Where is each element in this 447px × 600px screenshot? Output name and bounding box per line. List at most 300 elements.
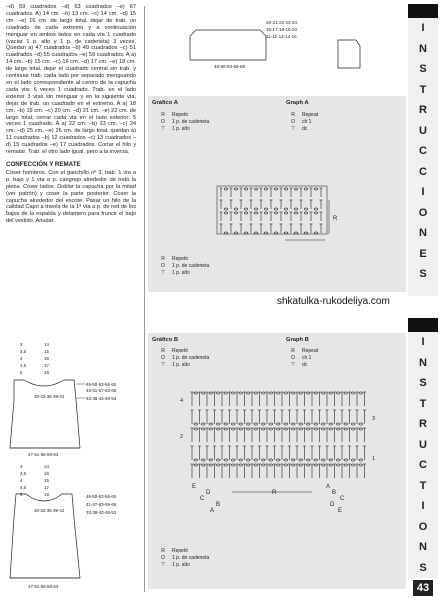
size-letter: D: [330, 502, 335, 508]
chain-stitch: [194, 459, 198, 461]
chain-stitch: [246, 423, 250, 425]
chain-stitch: [284, 464, 288, 466]
chain-stitch: [244, 208, 248, 210]
chain-stitch: [261, 459, 265, 461]
chain-stitch: [336, 423, 340, 425]
chain-stitch: [224, 428, 228, 430]
legend-label: Repetir: [172, 348, 189, 354]
size-letter: C: [200, 496, 205, 502]
chain-stitch: [344, 423, 348, 425]
chain-symbol: O: [161, 355, 165, 361]
chain-stitch: [344, 459, 348, 461]
chain-stitch: [351, 428, 355, 430]
graph-b-size-letters: [180, 480, 380, 520]
graph-b-legend-es: [160, 348, 209, 369]
dress1-label-mid: 33-38-43-48-53: [86, 396, 117, 401]
chain-symbol: O: [291, 119, 295, 125]
chain-stitch: [254, 188, 258, 190]
chain-stitch: [209, 392, 213, 394]
chain-stitch: [359, 392, 363, 394]
graph-b-legend-en: [290, 348, 318, 369]
chain-stitch: [274, 188, 278, 190]
legend-row: [160, 548, 209, 554]
chain-stitch: [321, 464, 325, 466]
graph-b-row-number: 3: [372, 416, 376, 422]
chain-stitch: [336, 459, 340, 461]
chain-stitch: [201, 459, 205, 461]
dress1-label-bottom: 47-51-55-59-63: [28, 452, 59, 457]
chain-stitch: [284, 188, 288, 190]
dc-symbol: ⊤: [160, 126, 166, 132]
chain-stitch: [336, 464, 340, 466]
repeat-symbol: R: [161, 348, 165, 354]
band-letter: C: [419, 459, 427, 471]
chain-symbol: O: [161, 263, 165, 269]
legend-row: [290, 126, 318, 132]
dress1-label-top2: 45-51-57-63-69: [86, 388, 117, 393]
chain-stitch: [304, 212, 308, 214]
chain-stitch: [244, 212, 248, 214]
dress2-left-number: 5: [20, 492, 23, 497]
chain-stitch: [254, 208, 258, 210]
chain-stitch: [329, 423, 333, 425]
chain-stitch: [254, 392, 258, 394]
chain-stitch: [306, 464, 310, 466]
band-letter: N: [419, 541, 427, 553]
band-letter: T: [419, 397, 427, 410]
band-letter: T: [419, 83, 427, 96]
legend-row: [290, 355, 318, 361]
band-letter: R: [419, 104, 427, 116]
chain-stitch: [244, 188, 248, 190]
chain-stitch: [314, 464, 318, 466]
instructions-band-es: [408, 18, 438, 296]
chain-stitch: [351, 392, 355, 394]
chain-stitch: [344, 428, 348, 430]
chain-stitch: [304, 188, 308, 190]
graph-a-repeat-label: R: [333, 216, 338, 222]
dress2-left-number: 4: [20, 478, 23, 483]
chain-stitch: [234, 188, 238, 190]
chain-stitch: [209, 428, 213, 430]
chain-stitch: [239, 392, 243, 394]
legend-row: [160, 362, 209, 368]
chain-stitch: [261, 423, 265, 425]
chain-stitch: [224, 208, 228, 210]
legend-row: [160, 263, 209, 269]
chain-stitch: [269, 392, 273, 394]
chain-stitch: [216, 392, 220, 394]
dress2-label-top: 46-50-53-56-60: [86, 494, 117, 499]
chain-stitch: [284, 459, 288, 461]
legend-row: [290, 119, 318, 125]
chain-stitch: [291, 459, 295, 461]
chain-stitch: [194, 428, 198, 430]
legend-label: dc: [302, 126, 308, 132]
legend-row: [160, 562, 209, 568]
band-letter: N: [419, 227, 427, 239]
chain-stitch: [246, 392, 250, 394]
chain-stitch: [239, 428, 243, 430]
chain-stitch: [216, 464, 220, 466]
dress1-right-number: 14: [44, 342, 49, 347]
dress2-right-number: 14: [44, 464, 49, 469]
chain-stitch: [201, 423, 205, 425]
chain-stitch: [294, 212, 298, 214]
chain-stitch: [314, 423, 318, 425]
chain-stitch: [359, 423, 363, 425]
chain-stitch: [359, 459, 363, 461]
chain-symbol: O: [291, 355, 295, 361]
dc-symbol: ⊤: [160, 562, 166, 568]
legend-label: Repetir: [172, 548, 189, 554]
chain-stitch: [194, 423, 198, 425]
chain-stitch: [294, 208, 298, 210]
hood-top-number: 11-12-13-14-15: [266, 34, 297, 39]
band-letter: S: [419, 377, 427, 389]
chain-stitch: [194, 392, 198, 394]
dress2-label-top2: 41-47-53-59-65: [86, 502, 117, 507]
band-letter: N: [419, 356, 427, 369]
chain-stitch: [336, 392, 340, 394]
chain-stitch: [351, 464, 355, 466]
chain-stitch: [209, 464, 213, 466]
chain-stitch: [329, 428, 333, 430]
chain-stitch: [234, 212, 238, 214]
hood-top-number: 20-21-22-23-24: [266, 20, 298, 25]
chain-stitch: [216, 428, 220, 430]
band-letter: O: [418, 206, 428, 219]
dress1-right-number: 18: [44, 370, 49, 375]
dress2-left-number: 3: [20, 464, 23, 469]
chain-stitch: [344, 392, 348, 394]
dress1-right-number: 17: [44, 363, 49, 368]
chain-stitch: [216, 459, 220, 461]
chain-stitch: [269, 464, 273, 466]
chain-stitch: [306, 392, 310, 394]
band-letter: S: [419, 63, 427, 75]
legend-label: Repetir: [172, 256, 189, 262]
band-letter: C: [419, 165, 427, 178]
size-letter: D: [206, 490, 211, 496]
graph-b-legend-bottom: [160, 548, 209, 569]
dress1-left-number: 4: [20, 356, 23, 361]
chain-stitch: [276, 423, 280, 425]
graph-a-legend-es: [160, 112, 209, 133]
chain-stitch: [224, 392, 228, 394]
chain-stitch: [329, 392, 333, 394]
band-letter: E: [419, 247, 427, 260]
chain-stitch: [351, 423, 355, 425]
dress2-right-number: 17: [44, 485, 49, 490]
chain-stitch: [329, 459, 333, 461]
instructions-band-en: [408, 332, 438, 578]
chain-stitch: [314, 188, 318, 190]
chain-stitch: [276, 392, 280, 394]
band-letter: T: [419, 479, 427, 492]
legend-row: [290, 362, 318, 368]
chain-stitch: [291, 423, 295, 425]
chain-stitch: [224, 464, 228, 466]
chain-stitch: [314, 208, 318, 210]
legend-row: [160, 256, 209, 262]
legend-label: Repeat: [302, 348, 319, 354]
chain-stitch: [224, 188, 228, 190]
hood-schematic: [178, 18, 378, 74]
repeat-symbol: R: [161, 256, 165, 262]
size-letter: A: [326, 484, 331, 490]
dress2-right-number: 16: [44, 478, 49, 483]
chain-stitch: [314, 428, 318, 430]
section-tab-top: [408, 4, 438, 18]
page-number: 43: [413, 580, 433, 596]
legend-row: [160, 270, 209, 276]
chain-stitch: [246, 459, 250, 461]
band-letter: I: [421, 186, 425, 198]
chain-stitch: [239, 459, 243, 461]
section-title-assembly: CONFECCIÓN Y REMATE: [6, 160, 81, 168]
dc-symbol: ⊤: [160, 362, 166, 368]
dress1-right-number: 16: [44, 356, 49, 361]
dc-symbol: ⊤: [290, 362, 296, 368]
chain-stitch: [201, 428, 205, 430]
band-letter: U: [419, 438, 427, 451]
legend-label: 1 p. alto: [172, 362, 190, 368]
chain-symbol: O: [161, 119, 165, 125]
chain-stitch: [269, 459, 273, 461]
chain-stitch: [344, 464, 348, 466]
band-letter: I: [421, 336, 425, 348]
chain-stitch: [264, 208, 268, 210]
legend-label: 1 p. de cadeneta: [172, 355, 210, 361]
column-divider: [144, 6, 145, 592]
chain-stitch: [231, 423, 235, 425]
chain-stitch: [254, 423, 258, 425]
size-letter: E: [338, 508, 343, 514]
chain-stitch: [209, 423, 213, 425]
chain-stitch: [291, 428, 295, 430]
chain-stitch: [246, 464, 250, 466]
size-letter: B: [332, 490, 337, 496]
graph-a-stitch-chart: [205, 180, 355, 260]
instructions-paragraph-2: Coser hombros. Con el ganchillo nº 3, trab. 1 vta a p. bajo y 1 vta a p. cangrejo alrededor de toda la pieza. Coser lados. Doblar la capucha por la mitad (ver patrón) y coser la parte posterior. Coser la capucha alrededor del escote. Pasar un hilo de la calidad Capri a través de la 1ª vta a p. de red de los bajos de la espalda y delantero para fruncir el bajo del vestido. Anudar.: [6, 169, 136, 225]
legend-label: ch 1: [302, 355, 312, 361]
chain-stitch: [284, 423, 288, 425]
band-letter: S: [419, 268, 427, 280]
legend-row: [160, 555, 209, 561]
chain-stitch: [306, 423, 310, 425]
graph-b-title-es: Gráfico B: [152, 337, 179, 343]
legend-label: 1 p. de cadeneta: [172, 263, 210, 269]
chain-stitch: [246, 428, 250, 430]
size-letter: B: [216, 502, 221, 508]
watermark-url: shkatulka-rukodeliya.com: [277, 296, 390, 307]
graph-a-title-es: Gráfico A: [152, 100, 178, 106]
band-letter: S: [419, 561, 427, 574]
chain-stitch: [224, 423, 228, 425]
chain-stitch: [314, 212, 318, 214]
legend-label: Repetir: [172, 112, 189, 118]
chain-stitch: [261, 428, 265, 430]
chain-stitch: [276, 428, 280, 430]
dress2-left-number: 3,5: [20, 471, 27, 476]
chain-stitch: [299, 464, 303, 466]
band-letter: I: [421, 500, 425, 512]
graph-b-row-number: 4: [180, 398, 184, 404]
chain-stitch: [284, 212, 288, 214]
legend-row: [290, 348, 318, 354]
chain-stitch: [314, 459, 318, 461]
dress-schematic-2: [6, 462, 144, 594]
chain-stitch: [194, 464, 198, 466]
hood-bottom-numbers: 48-50-53-56-59: [214, 64, 246, 69]
legend-label: 1 p. alto: [172, 562, 190, 568]
chain-stitch: [239, 423, 243, 425]
chain-stitch: [321, 428, 325, 430]
dress1-left-number: 3: [20, 342, 23, 347]
section-tab-bottom: [408, 318, 438, 332]
instructions-column: [6, 4, 136, 225]
legend-row: [160, 112, 209, 118]
band-letter: R: [419, 418, 427, 430]
dress1-left-number: 4,5: [20, 363, 27, 368]
dress2-right-number: 15: [44, 471, 49, 476]
chain-stitch: [209, 459, 213, 461]
chain-stitch: [254, 464, 258, 466]
band-letter: C: [419, 145, 427, 157]
repeat-symbol: R: [291, 348, 295, 354]
chain-stitch: [284, 428, 288, 430]
chain-stitch: [261, 392, 265, 394]
dc-symbol: ⊤: [160, 270, 166, 276]
chain-stitch: [231, 428, 235, 430]
chain-stitch: [276, 464, 280, 466]
dress-schematic-1: [6, 340, 144, 458]
chain-stitch: [254, 212, 258, 214]
chain-stitch: [274, 212, 278, 214]
chain-stitch: [336, 428, 340, 430]
chain-stitch: [291, 392, 295, 394]
chain-stitch: [269, 423, 273, 425]
chain-stitch: [274, 208, 278, 210]
legend-label: Repeat: [302, 112, 319, 118]
chain-stitch: [231, 459, 235, 461]
graph-b-repeat-label: R: [272, 490, 277, 496]
dress1-right-number: 15: [44, 349, 49, 354]
chain-stitch: [201, 464, 205, 466]
legend-label: 1 p. alto: [172, 270, 190, 276]
graph-a-legend-en: [290, 112, 318, 133]
dress1-left-number: 5: [20, 370, 23, 375]
chain-stitch: [329, 464, 333, 466]
chain-stitch: [264, 212, 268, 214]
chain-stitch: [321, 423, 325, 425]
chain-stitch: [231, 392, 235, 394]
dress2-label-mid: 33-38-43-48-53: [86, 510, 117, 515]
chain-stitch: [351, 459, 355, 461]
size-letter: C: [340, 496, 345, 502]
legend-label: 1 p. de cadeneta: [172, 119, 210, 125]
graph-b-row-number: 2: [180, 434, 184, 440]
band-letter: I: [421, 22, 425, 34]
chain-stitch: [306, 459, 310, 461]
legend-label: 1 p. alto: [172, 126, 190, 132]
legend-label: dc: [302, 362, 308, 368]
chain-stitch: [201, 392, 205, 394]
dress2-right-number: 18: [44, 492, 49, 497]
band-letter: U: [419, 124, 427, 137]
repeat-symbol: R: [161, 112, 165, 118]
legend-row: [160, 126, 209, 132]
graph-b-row-number: 1: [372, 456, 376, 462]
graph-b-title-en: Graph B: [286, 337, 309, 343]
chain-stitch: [299, 428, 303, 430]
legend-row: [160, 119, 209, 125]
chain-stitch: [306, 428, 310, 430]
chain-stitch: [254, 459, 258, 461]
legend-row: [160, 355, 209, 361]
size-letter: A: [210, 508, 215, 514]
chain-stitch: [284, 208, 288, 210]
legend-row: [290, 112, 318, 118]
chain-stitch: [216, 423, 220, 425]
legend-label: 1 p. de cadeneta: [172, 555, 210, 561]
chain-stitch: [304, 208, 308, 210]
repeat-symbol: R: [161, 548, 165, 554]
graph-a-legend-bottom: [160, 256, 209, 277]
dress2-label-bottom: 47-51-55-59-63: [28, 584, 59, 589]
chain-stitch: [276, 459, 280, 461]
hood-top-number: 16-17-18-19-20: [266, 27, 298, 32]
graph-a-title-en: Graph A: [286, 100, 309, 106]
chain-stitch: [264, 188, 268, 190]
chain-stitch: [231, 464, 235, 466]
chain-stitch: [294, 188, 298, 190]
band-letter: N: [419, 42, 427, 55]
chain-stitch: [299, 392, 303, 394]
chain-stitch: [299, 459, 303, 461]
chain-stitch: [254, 428, 258, 430]
dress2-label-neck: 30-33-36-39-42: [34, 508, 65, 513]
chain-stitch: [291, 464, 295, 466]
chain-symbol: O: [161, 555, 165, 561]
dc-symbol: ⊤: [290, 126, 296, 132]
size-letter: E: [192, 484, 197, 490]
dress1-left-number: 3,5: [20, 349, 27, 354]
legend-label: ch 1: [302, 119, 312, 125]
chain-stitch: [269, 428, 273, 430]
dress2-left-number: 4,5: [20, 485, 27, 490]
band-letter: O: [418, 520, 428, 533]
chain-stitch: [359, 428, 363, 430]
chain-stitch: [284, 392, 288, 394]
chain-stitch: [261, 464, 265, 466]
chain-stitch: [239, 464, 243, 466]
chain-stitch: [299, 423, 303, 425]
dress1-label-top: 46-50-53-56-60: [86, 382, 117, 387]
dress1-label-neck: 30-33-36-39-42: [34, 394, 65, 399]
instructions-paragraph-1: –d) 59 cuadrados –d) 63 cuadrados –e) 67 cuadrados. A) 14 cm. –b) 13 cm. –c) 14 cm. –d) 15 cm. –e) 16 cm. de largo total, dejar de trab. un cuadrado de cada extremo y a continuación menguar en ambos lados en cada vta 1 cuadrado (vaciar 1 p. alto y 1 p. de cadeneta) 3 veces. Quedan a) 47 cuadrados –b) 49 cuadrados –c) 51 cuadrados –d) 55 cuadrados –e) 59 cuadrados. A a) 14 cm. –b) 15 cm. –c) 16 cm. –d) 17 cm. –e) 18 cm. de largo total, dejar el cuadrado central sin trab. y continuar trab. cada lado por separado menguando en el lado correspondiente al centro de la capucha cada vta: 6 veces 1 cuadrado. Trab. en el lado exterior 3 vtas sin menguar y en la siguiente vta, dejar de trab. un cuadrado en el extremo. A a) 18 cm. –b) 19 cm. –c) 20 cm. –d) 21 cm. –e) 22 cm. de largo total, cerrar cada vta en el lado exterior: 5 veces 1 cuadrado. A a) 22 cm. –b) 23 cm. –c) 24 cm. –d) 25 cm. –e) 26 cm. de largo total, quedan a) 11 cuadrados –b) 12 cuadrados –c) 13 cuadrados –d) 15 cuadrados –e) 17 cuadrados. Cortar el hilo y rematar. Trab. el otro lado igual, pero a la inversa.: [6, 4, 136, 156]
legend-row: [160, 348, 209, 354]
chain-stitch: [321, 459, 325, 461]
chain-stitch: [314, 392, 318, 394]
chain-stitch: [359, 464, 363, 466]
repeat-symbol: R: [291, 112, 295, 118]
chain-stitch: [321, 392, 325, 394]
chain-stitch: [224, 212, 228, 214]
chain-stitch: [234, 208, 238, 210]
chain-stitch: [224, 459, 228, 461]
